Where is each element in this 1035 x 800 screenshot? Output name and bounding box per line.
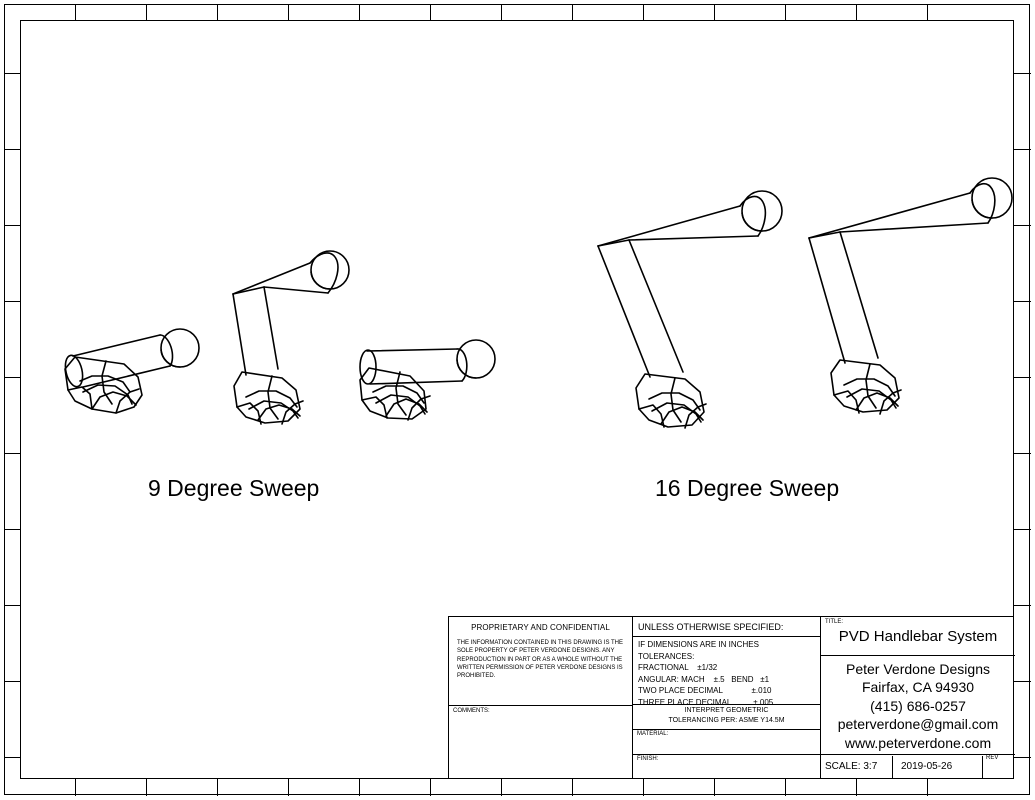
tolerance-angular: ANGULAR: MACH ±.5 BEND ±1 — [638, 674, 770, 684]
tolerance-heading: UNLESS OTHERWISE SPECIFIED: — [638, 622, 784, 632]
proprietary-heading: PROPRIETARY AND CONFIDENTIAL — [471, 623, 610, 632]
tolerance-column — [633, 617, 821, 778]
tolerance-rule-2 — [633, 704, 820, 705]
interpret-line-1: INTERPRET GEOMETRIC — [684, 707, 769, 714]
date-value: 2019-05-26 — [893, 756, 983, 779]
title-block — [448, 616, 1014, 779]
revision-cell — [983, 754, 1015, 779]
company-website: www.peterverdone.com — [844, 734, 992, 751]
tolerance-label-line: TOLERANCES: — [638, 651, 695, 661]
interpret-geometric-block — [633, 706, 820, 726]
handlebar-view-16deg-right — [809, 178, 1012, 414]
title-tag: TITLE: — [825, 619, 844, 625]
drawing-title: PVD Handlebar System — [838, 628, 998, 645]
handlebar-view-9deg-right — [360, 340, 495, 420]
company-city: Fairfax, CA 94930 — [861, 679, 975, 696]
view-label-9-degree: 9 Degree Sweep — [148, 475, 320, 501]
comments-label: COMMENTS: — [453, 708, 490, 714]
interpret-line-2: TOLERANCING PER: ASME Y14.5M — [668, 717, 785, 725]
tolerance-two-place: TWO PLACE DECIMAL ±.010 — [638, 686, 772, 696]
tolerance-three-place: THREE PLACE DECIMAL ±.005 — [638, 697, 774, 707]
title-rule-1 — [821, 655, 1015, 656]
tolerance-rule-4 — [633, 754, 820, 755]
tolerance-units-line: IF DIMENSIONS ARE IN INCHES — [638, 640, 759, 649]
company-email: peterverdone@gmail.com — [837, 716, 999, 733]
company-phone: (415) 686-0257 — [870, 697, 966, 714]
proprietary-body: THE INFORMATION CONTAINED IN THIS DRAWING IS THE SOLE PROPERTY OF PETER VERDONE DESIGNS. ANY REPRODUCTION IN PART OR AS A WHOLE WITHOUT THE WRITTEN PERMISSION OF PETER VERDONE DESIGNS IS PROHIBITED. — [457, 640, 624, 680]
company-name: Peter Verdone Designs — [846, 661, 990, 677]
handlebar-view-9deg-left — [63, 329, 199, 413]
view-label-16-degree: 16 Degree Sweep — [655, 475, 840, 501]
tolerance-body — [638, 639, 816, 709]
tolerance-rule-3 — [633, 729, 820, 730]
title-column — [821, 617, 1015, 778]
proprietary-column — [449, 617, 633, 778]
handlebar-view-16deg-left — [598, 191, 782, 428]
handlebar-view-9deg-middle — [233, 251, 349, 424]
company-info — [821, 660, 1015, 752]
revision-label: REV — [986, 755, 999, 761]
tolerance-fractional: FRACTIONAL ±1/32 — [638, 663, 718, 673]
tolerance-rule-1 — [633, 636, 820, 637]
material-label: MATERIAL: — [637, 731, 669, 737]
finish-label: FINISH: — [637, 756, 659, 762]
scale-value: SCALE: 3:7 — [821, 756, 893, 779]
proprietary-divider — [449, 705, 632, 706]
